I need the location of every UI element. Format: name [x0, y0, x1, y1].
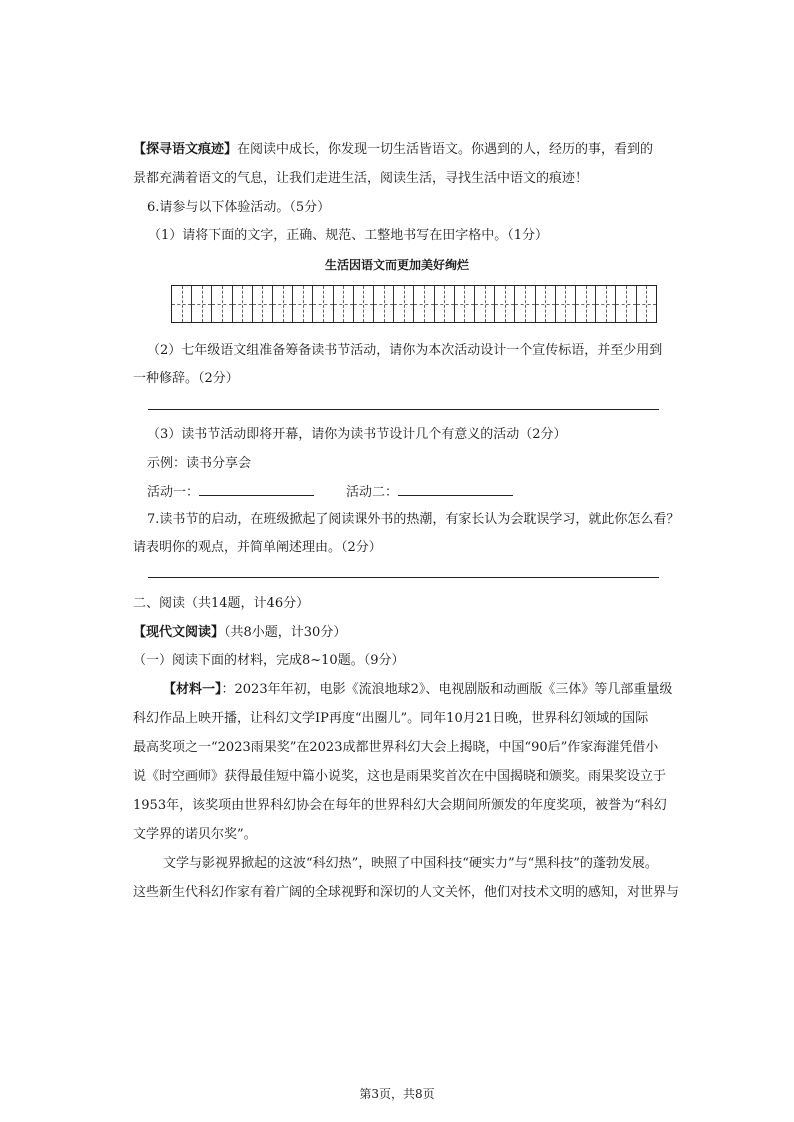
intro-text-1: 在阅读中成长，你发现一切生活皆语文。你遇到的人，经历的事，看到的: [237, 142, 654, 157]
activity2-label: 活动二：: [346, 485, 399, 500]
grid-cell[interactable]: [354, 286, 374, 322]
answer-line-q7[interactable]: [148, 577, 659, 578]
material-line-5: 1953年，该奖项由世界科幻协会在每年的世界科幻大会期间所颁发的年度奖项，被誉为“科幻: [133, 798, 667, 813]
grid-cell[interactable]: [576, 286, 596, 322]
copy-text: 生活因语文而更加美好绚烂: [324, 258, 469, 272]
grid-cell[interactable]: [233, 286, 253, 322]
material-line-4: 说《时空画师》获得最佳短中篇小说奖，这也是雨果奖首次在中国揭晓和颁奖。雨果奖设立于: [133, 769, 667, 784]
intro-line-2: 景都充满着语文的气息，让我们走进生活，阅读生活，寻找生活中语文的痕迹！: [133, 171, 589, 186]
q6-sub2-line2: 一种修辞。（2分）: [133, 371, 239, 386]
modern-meta: （共8小题，计30分）: [224, 625, 347, 640]
answer-line-slogan[interactable]: [148, 409, 659, 410]
grid-cell[interactable]: [637, 286, 656, 322]
material-para2-line1: 文学与影视界掀起的这波“科幻热”，映照了中国科技“硬实力”与“黑科技”的蓬勃发展。: [163, 856, 658, 871]
page-number: 第3页，共8页: [359, 1087, 435, 1101]
grid-cell[interactable]: [556, 286, 576, 322]
grid-cell[interactable]: [414, 286, 434, 322]
grid-cell[interactable]: [515, 286, 535, 322]
grid-cell[interactable]: [253, 286, 273, 322]
section2-title: 二、阅读（共14题，计46分）: [133, 596, 310, 611]
grid-cell[interactable]: [192, 286, 212, 322]
material-label: 【材料一】: [163, 682, 222, 697]
grid-cell[interactable]: [334, 286, 354, 322]
material-line-2: 科幻作品上映开播，让科幻文学IP再度“出圈儿”。同年10月21日晚，世界科幻领域的国际: [133, 711, 649, 726]
grid-cell[interactable]: [495, 286, 515, 322]
q6-title: 6.请参与以下体验活动。（5分）: [147, 200, 331, 215]
grid-cell[interactable]: [313, 286, 333, 322]
tianzige-grid[interactable]: [171, 285, 657, 323]
activities-row: [147, 483, 513, 502]
grid-cell[interactable]: [475, 286, 495, 322]
part1-instruction: （一）阅读下面的材料，完成8~10题。（9分）: [133, 653, 405, 668]
grid-cell[interactable]: [172, 286, 192, 322]
activity2-blank[interactable]: [398, 483, 513, 496]
material-line-6: 文学界的诺贝尔奖”。: [133, 827, 257, 842]
intro-line-1: [133, 141, 653, 159]
grid-cell[interactable]: [455, 286, 475, 322]
q7-line2: 请表明你的观点，并简单阐述理由。（2分）: [133, 540, 382, 555]
grid-cell[interactable]: [616, 286, 636, 322]
material-para2-line2: 这些新生代科幻作家有着广阔的全球视野和深切的人文关怀，他们对技术文明的感知，对世界与: [133, 885, 680, 900]
grid-cell[interactable]: [374, 286, 394, 322]
q6-sub1: （1）请将下面的文字，正确、规范、工整地书写在田字格中。（1分）: [148, 228, 549, 243]
grid-cell[interactable]: [273, 286, 293, 322]
intro-heading: 【探寻语文痕迹】: [133, 142, 238, 157]
grid-cell[interactable]: [435, 286, 455, 322]
modern-reading-row: [133, 624, 346, 642]
grid-cell[interactable]: [394, 286, 414, 322]
material-line-3: 最高奖项之一“2023雨果奖”在2023成都世界科幻大会上揭晓，中国“90后”作家海漄凭借小: [133, 740, 659, 755]
activity1-blank[interactable]: [199, 483, 314, 496]
modern-heading: 【现代文阅读】: [133, 625, 225, 640]
q7-line1: 7.读书节的启动，在班级掀起了阅读课外书的热潮，有家长认为会耽误学习，就此你怎么看？: [147, 512, 680, 527]
q6-example: 示例：读书分享会: [147, 456, 252, 471]
grid-cell[interactable]: [212, 286, 232, 322]
q6-sub2-line1: （2）七年级语文组准备筹备读书节活动，请你为本次活动设计一个宣传标语，并至少用到: [147, 343, 663, 358]
grid-cell[interactable]: [536, 286, 556, 322]
q6-sub3: （3）读书节活动即将开幕，请你为读书节设计几个有意义的活动（2分）: [147, 427, 567, 442]
grid-cell[interactable]: [293, 286, 313, 322]
grid-cell[interactable]: [596, 286, 616, 322]
activity1-label: 活动一：: [147, 485, 200, 500]
material-line-1: 【材料一】：2023年年初，电影《流浪地球2》、电视剧版和动画版《三体》等几部重量级: [163, 682, 673, 697]
